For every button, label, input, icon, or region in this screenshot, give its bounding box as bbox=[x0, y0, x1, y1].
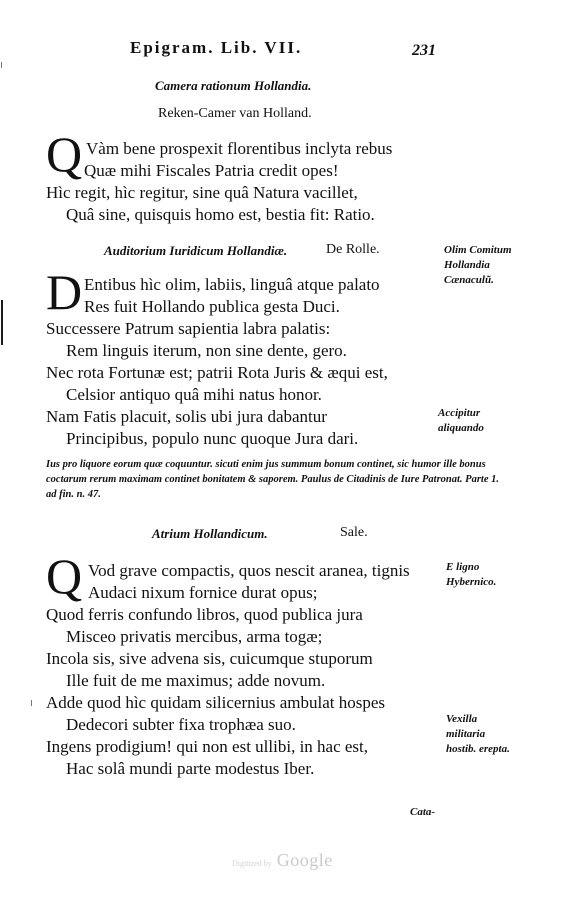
digitized-by-google-watermark bbox=[232, 850, 333, 871]
margin-note: E ligno Hybernico. bbox=[446, 561, 497, 588]
poem2-title-latin: Auditorium Iuridicum Hollandiæ. bbox=[104, 243, 288, 258]
poem2-drop-cap: D bbox=[46, 264, 83, 320]
catchword: Cata- bbox=[410, 806, 436, 818]
page-edge-mark bbox=[1, 300, 3, 345]
poem2-line: Successere Patrum sapientia labra palatis: bbox=[46, 319, 331, 338]
google-logo-text: Google bbox=[276, 850, 333, 870]
poem3-line: Incola sis, sive advena sis, cuicumque stuporum bbox=[46, 649, 373, 668]
poem3-line: Hac solâ mundi parte modestus Iber. bbox=[66, 759, 315, 778]
poem3-drop-cap: Q bbox=[46, 548, 83, 604]
poem1-drop-cap: Q bbox=[46, 126, 83, 182]
watermark-prefix: Digitized by bbox=[232, 859, 272, 868]
running-title: Epigram. Lib. VII. bbox=[130, 38, 303, 57]
poem1-line: Quæ mihi Fiscales Patria credit opes! bbox=[84, 161, 339, 180]
margin-note: Olim Comitum Hollandia Cænaculũ. bbox=[444, 244, 512, 286]
poem3-line: Ille fuit de me maximus; adde novum. bbox=[66, 671, 326, 690]
poem3-title-latin: Atrium Hollandicum. bbox=[152, 526, 268, 541]
poem2-line: Nec rota Fortunæ est; patrii Rota Juris & æqui est, bbox=[46, 363, 388, 382]
poem1-line: Quâ sine, quisquis homo est, bestia fit: Ratio. bbox=[66, 205, 375, 224]
poem2-line: Celsior antiquo quâ mihi natus honor. bbox=[66, 385, 322, 404]
page-edge-tick bbox=[1, 62, 2, 68]
margin-note: Vexilla militaria hostib. erepta. bbox=[446, 713, 510, 755]
poem3-title-dutch: Sale. bbox=[340, 525, 368, 540]
page-number: 231 bbox=[412, 42, 436, 59]
poem3-line: Dedecori subter fixa trophæa suo. bbox=[66, 715, 296, 734]
poem1-title-latin: Camera rationum Hollandia. bbox=[155, 78, 312, 93]
poem2-line: Entibus hìc olim, labiis, linguâ atque palato bbox=[84, 275, 380, 294]
poem1-line: Hìc regit, hìc regitur, sine quâ Natura vacillet, bbox=[46, 183, 358, 202]
poem3-line: Quod ferris confundo libros, quod publica jura bbox=[46, 605, 363, 624]
poem2-line: Principibus, populo nunc quoque Jura dari. bbox=[66, 429, 359, 448]
footnote: Ius pro liquore eorum quæ coquuntur. sicuti enim jus summum bonum continet, sic humor ille bonus coctarum rerum maximam continet bonitatem & saporem. Paulus de Citadinis de Iure Patronat. Parte 1. ad fin. n. 47. bbox=[46, 459, 499, 500]
poem1-line: Vàm bene prospexit florentibus inclyta rebus bbox=[86, 139, 393, 158]
poem2-line: Nam Fatis placuit, solis ubi jura dabantur bbox=[46, 407, 327, 426]
page-edge-tick bbox=[31, 700, 32, 706]
poem2-line: Rem linguis iterum, non sine dente, gero. bbox=[66, 341, 347, 360]
poem3-line: Misceo privatis mercibus, arma togæ; bbox=[66, 627, 323, 646]
poem1-title-dutch: Reken-Camer van Holland. bbox=[158, 106, 312, 121]
poem3-line: Vod grave compactis, quos nescit aranea, tignis bbox=[88, 561, 410, 580]
poem2-title-dutch: De Rolle. bbox=[326, 242, 380, 257]
margin-note: Accipitur aliquando bbox=[438, 407, 484, 434]
poem3-line: Ingens prodigium! qui non est ullibi, in hac est, bbox=[46, 737, 369, 756]
poem2-line: Res fuit Hollando publica gesta Duci. bbox=[84, 297, 340, 316]
poem3-line: Audaci nixum fornice durat opus; bbox=[88, 583, 318, 602]
poem3-line: Adde quod hìc quidam silicernius ambulat hospes bbox=[46, 693, 385, 712]
